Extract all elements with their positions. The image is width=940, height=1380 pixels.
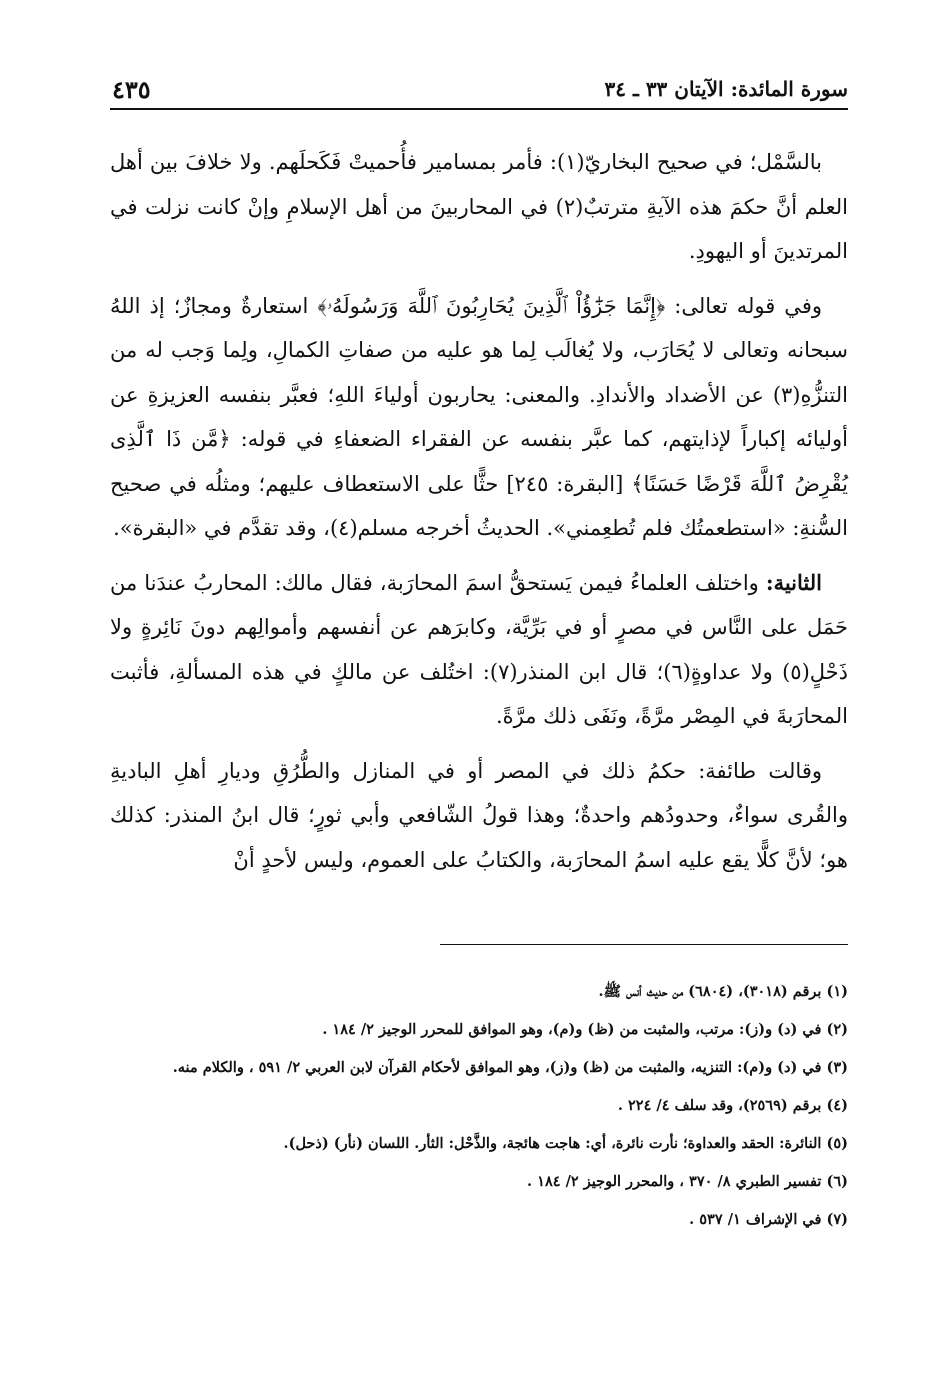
- footnote-1: (١) برقم (٣٠١٨)، (٦٨٠٤) من حديث أنس ﷺ.: [598, 983, 848, 1000]
- footnote-2: (٢) في (د) و(ز): مرتب، والمثبت من (ظ) و(م)، وهو الموافق للمحرر الوجيز ٢/ ١٨٤ .: [322, 1021, 848, 1038]
- chapter-title: سورة المائدة: الآيتان ٣٣ ـ ٣٤: [604, 77, 848, 101]
- paragraph-4: وقالت طائفة: حكمُ ذلك في المصر أو في المنازل والطُّرُقِ وديارِ أهلِ الباديةِ والقُرى سواءٌ، وحدودُهم واحدةٌ؛ وهذا قولُ الشّافعي وأبي ثورٍ؛ قال ابنُ المنذر: كذلك هو؛ لأنَّ كلًّا يقع عليه اسمُ المحارَبة، والكتابُ على العموم، وليس لأحدٍ أنْ: [110, 758, 848, 872]
- footnote-4: (٤) برقم (٢٥٦٩)، وقد سلف ٤/ ٢٢٤ .: [617, 1097, 848, 1114]
- footnotes: [110, 980, 848, 1246]
- footnote-6: (٦) تفسير الطبري ٨/ ٣٧٠ ، والمحرر الوجيز ٢/ ١٨٤ .: [527, 1173, 848, 1190]
- footnote-rule: [440, 944, 848, 945]
- running-header: [112, 72, 848, 106]
- paragraph-3: [110, 561, 848, 739]
- header-rule: [110, 108, 848, 110]
- footnote-3: (٣) في (د) و(م): التنزيه، والمثبت من (ظ) و(ز)، وهو الموافق لأحكام القرآن لابن العربي ٢/ ٥٩١ ، والكلام منه.: [172, 1059, 848, 1076]
- paragraph-2: وفي قوله تعالى: ﴿إِنَّمَا جَزَٰٓؤُاْ ٱلَّذِينَ يُحَارِبُونَ ٱللَّهَ وَرَسُولَهُۥ﴾ استعارةٌ ومجازٌ؛ إذ اللهُ سبحانه وتعالى لا يُحَارَب، ولا يُغالَب لِما هو عليه من صفاتِ الكمالِ، ولِما وَجب له من التنزُّهِ(٣) عن الأضداد والأندادِ. والمعنى: يحاربون أولياءَ اللهِ؛ فعبَّر بنفسه العزيزةِ عن أوليائه إكباراً لإذايتهم، كما عبَّر بنفسه عن الفقراء الضعفاءِ في قوله: ﴿مَّن ذَا ٱلَّذِى يُقْرِضُ ٱللَّهَ قَرْضًا حَسَنًا﴾ [البقرة: ٢٤٥] حثًّا على الاستعطاف عليهم؛ ومثلُه في صحيح السُّنةِ: «استطعمتُك فلم تُطعِمني». الحديثُ أخرجه مسلم(٤)، وقد تقدَّم في «البقرة».: [110, 293, 848, 540]
- footnote-7: (٧) في الإشراف ١/ ٥٣٧ .: [689, 1211, 848, 1228]
- footnote-5: (٥) النائرة: الحقد والعداوة؛ نأرت نائرة، أي: هاجت هائجة، والذَّحْل: الثأر. اللسان (نأر) (ذحل).: [283, 1135, 848, 1152]
- main-text: [110, 140, 848, 882]
- paragraph-3-text: واختلف العلماءُ فيمن يَستحقُّ اسمَ المحارَبة، فقال مالك: المحاربُ عندَنا من حَمَل على النَّاس في مصرٍ أو في بَرِّيَّة، وكابرَهم عن أنفسهم وأموالِهم دونَ نَائِرةٍ ولا ذَحْلٍ(٥) ولا عداوةٍ(٦)؛ قال ابن المنذر(٧): اختُلف عن مالكٍ في هذه المسألةِ، فأثبت المحارَبةَ في المِصْر مرَّةً، ونَفَى ذلك مرَّةً.: [110, 570, 849, 728]
- paragraph-1: بالسَّمْل؛ في صحيح البخاريّ(١): فأمر بمسامير فأُحميتْ فَكَحلَهم. ولا خلافَ بين أهل العلم أنَّ حكمَ هذه الآيةِ مترتبٌ(٢) في المحاربينَ من أهل الإسلامِ وإنْ كانت نزلت في المرتدينَ أو اليهودِ.: [110, 150, 849, 263]
- page-number: ٤٣٥: [112, 74, 151, 104]
- section-lead: الثانية:: [765, 569, 822, 595]
